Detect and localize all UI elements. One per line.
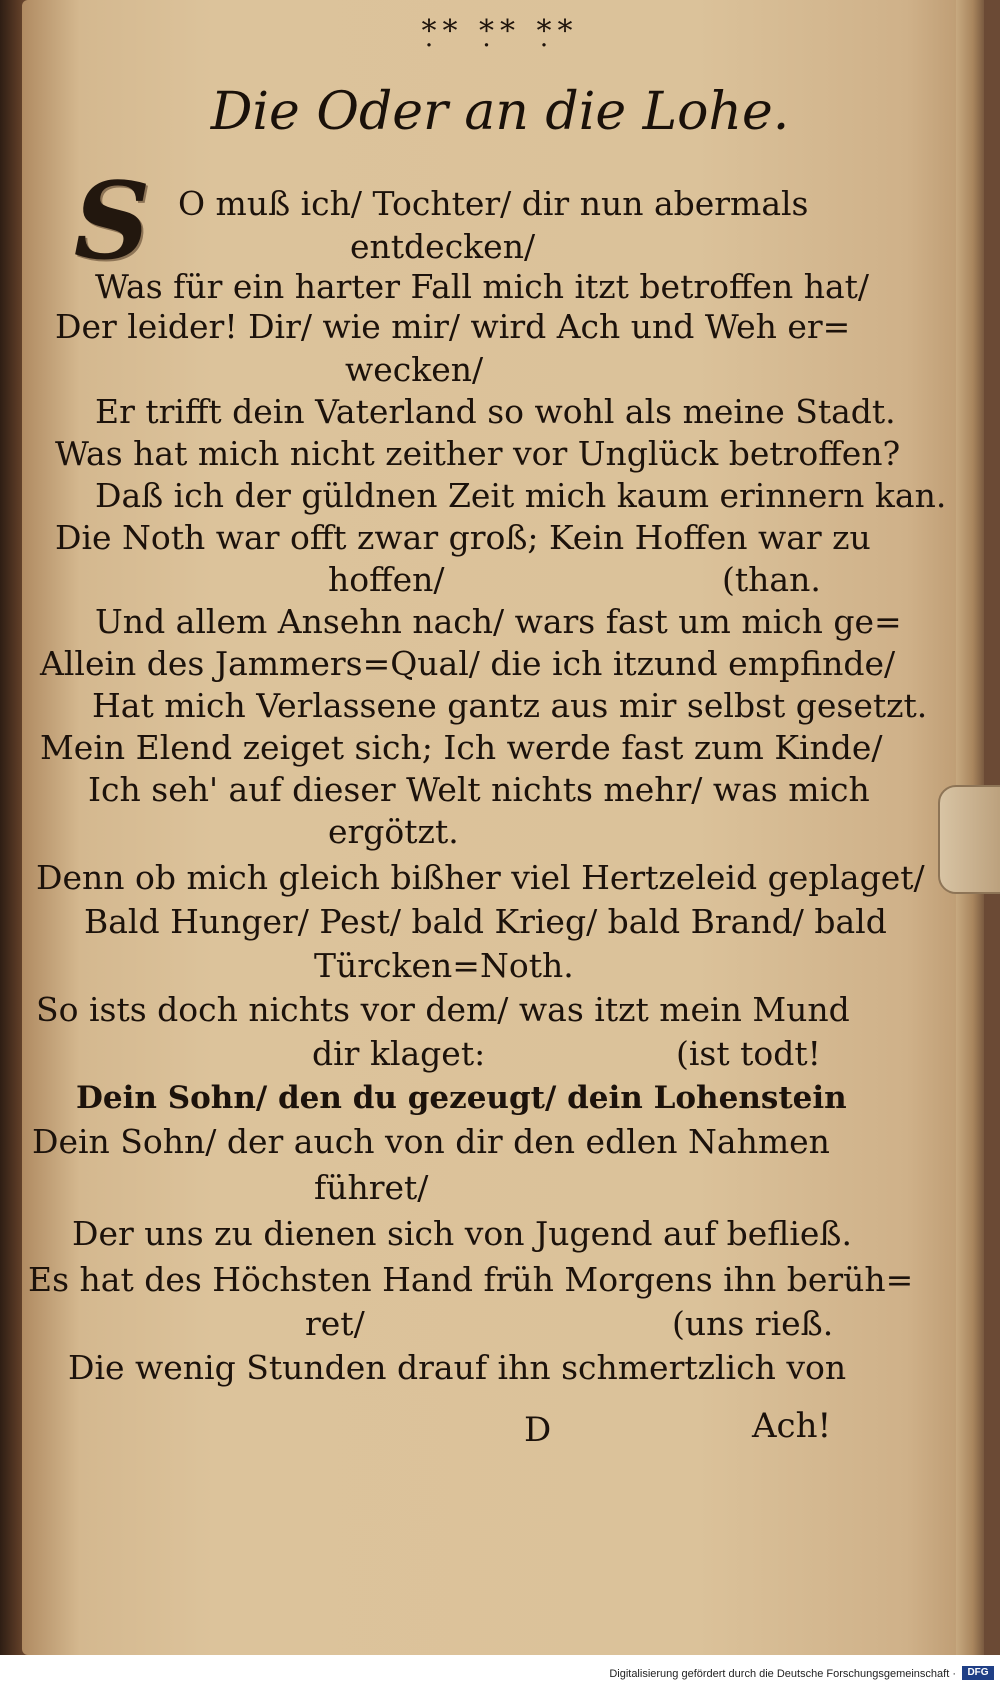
verse-line: führet/ [314,1168,429,1207]
verse-line: So ists doch nichts vor dem/ was itzt mein Mund [36,990,850,1029]
verse-line: Der leider! Dir/ wie mir/ wird Ach und Weh er= [55,307,851,346]
verse-line: O muß ich/ Tochter/ dir nun abermals [178,184,809,223]
verse-line: Und allem Ansehn nach/ wars fast um mich ge= [95,602,902,641]
verse-line: Ich seh' auf dieser Welt nichts mehr/ was mich [88,770,870,809]
dfg-logo: DFG [962,1666,994,1680]
verse-line: entdecken/ [350,227,536,266]
verse-line: Denn ob mich gleich bißher viel Hertzeleid geplaget/ [36,858,925,897]
verse-line: Die wenig Stunden drauf ihn schmertzlich von [68,1348,847,1387]
footer-credit: Digitalisierung gefördert durch die Deutsche Forschungsgemeinschaft · [609,1668,956,1680]
page-title: Die Oder an die Lohe. [210,82,790,142]
verse-line: Bald Hunger/ Pest/ bald Krieg/ bald Brand/ bald [84,902,887,941]
verse-line: Hat mich Verlassene gantz aus mir selbst gesetzt. [92,686,928,725]
verse-line: Er trifft dein Vaterland so wohl als meine Stadt. [95,392,896,431]
catchword: Ach! [752,1406,832,1446]
verse-line: Was hat mich nicht zeither vor Unglück betroffen? [55,434,901,473]
verse-line: dir klaget: [312,1034,486,1073]
verse-line: Mein Elend zeiget sich; Ich werde fast zum Kinde/ [40,728,883,767]
verse-line: Der uns zu dienen sich von Jugend auf befließ. [72,1214,852,1253]
verse-line: Es hat des Höchsten Hand früh Morgens ihn berüh= [28,1260,914,1299]
signature-mark: D [524,1410,552,1450]
verse-line: Dein Sohn/ den du gezeugt/ dein Lohenstein [76,1080,847,1116]
verse-line: Allein des Jammers=Qual/ die ich itzund empfinde/ [40,644,896,683]
verse-line: wecken/ [345,350,484,389]
verse-line: Die Noth war offt zwar groß; Kein Hoffen war zu [55,518,871,557]
verse-line: ret/ [305,1304,365,1343]
verse-line: hoffen/ [328,560,445,599]
bookmark-tab [938,785,1000,894]
ornament-stars: *̣* *̣* *̣* [421,14,579,49]
verse-line: Türcken=Noth. [314,946,574,985]
verse-line: Was für ein harter Fall mich itzt betroffen hat/ [95,267,870,306]
verse-line: ergötzt. [328,812,459,851]
verse-line: (ist todt! [676,1034,821,1073]
verse-line: Dein Sohn/ der auch von dir den edlen Nahmen [32,1122,830,1161]
drop-cap: S [73,158,151,283]
verse-line: (than. [722,560,821,599]
verse-line: (uns rieß. [672,1304,834,1343]
verse-line: Daß ich der güldnen Zeit mich kaum erinnern kan. [95,476,947,515]
